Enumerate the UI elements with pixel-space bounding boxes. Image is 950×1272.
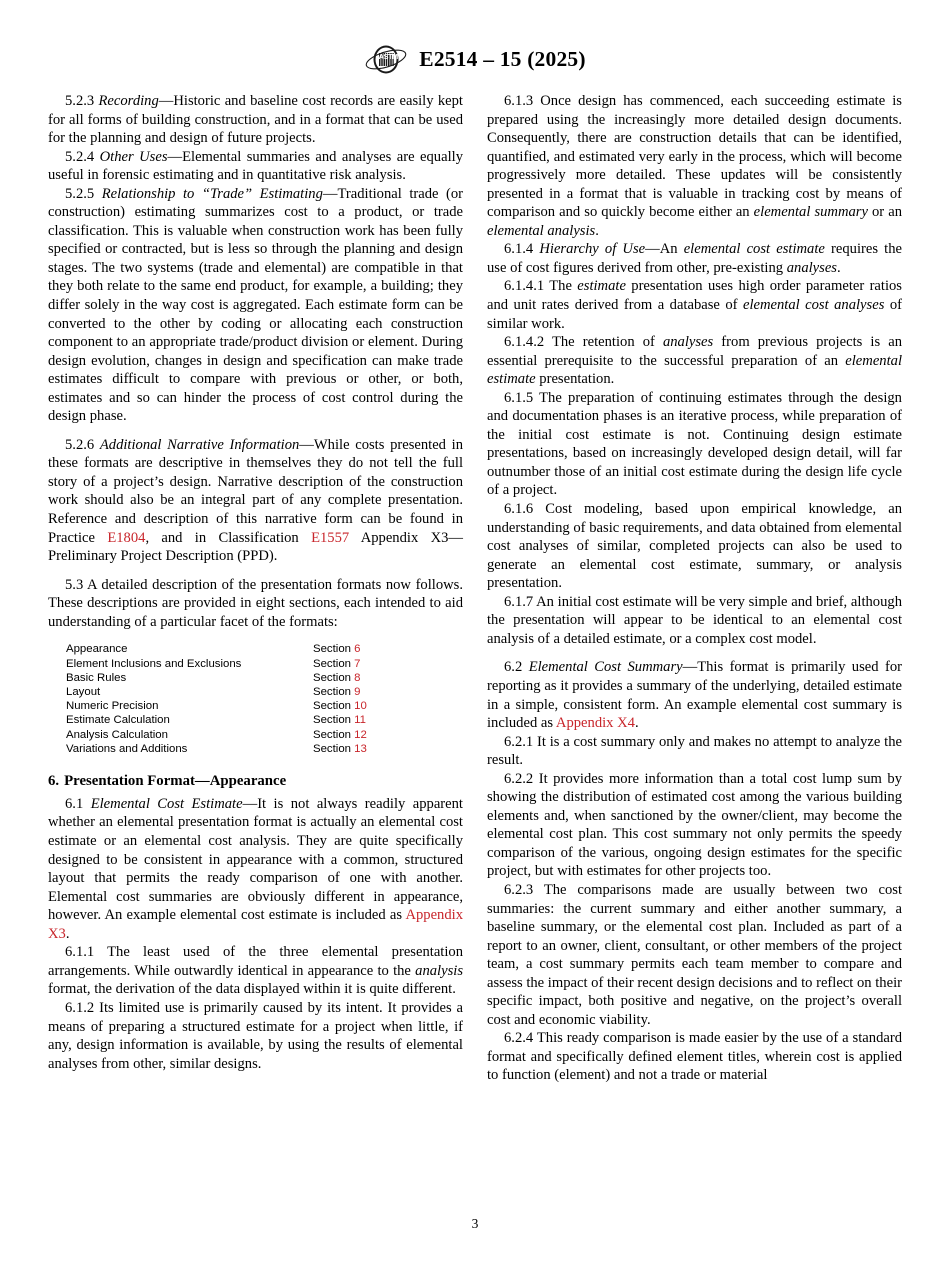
section-label: Numeric Precision (66, 700, 159, 713)
right-column (487, 92, 902, 1085)
astm-logo-icon (364, 44, 408, 75)
paragraph-6-1-4 (487, 240, 902, 277)
em-dash: — (322, 185, 338, 202)
para-body: requires the use of cost figures derived from other, pre-existing (487, 241, 902, 276)
para-body: . (595, 222, 599, 239)
para-term: Recording (98, 93, 159, 109)
para-number: 6.1.6 (504, 501, 534, 518)
em-dash: — (242, 795, 258, 812)
paragraph-6-1-5 (487, 389, 902, 500)
table-row (48, 713, 463, 727)
section-label: Element Inclusions and Exclusions (66, 657, 242, 670)
para-italic: elemental cost estimate (683, 241, 825, 258)
para-body: . (836, 259, 841, 276)
paragraph-6-1-1 (48, 943, 463, 999)
para-number: 6.1.5 (504, 389, 534, 406)
para-term: Elemental Cost Estimate (90, 795, 243, 812)
para-body: Appendix X3—Preliminary Project Description (PPD). (48, 529, 463, 565)
para-number: 6.1.2 (65, 999, 95, 1016)
section-word: Section (313, 685, 351, 698)
para-body: While costs presented in these formats are descriptive in themselves they do not tell the full story of a project’s design. Narrative description of the construction work should also be an integral part of any complete presentation. Reference and description of this narrative form can be found in Practice (48, 436, 463, 546)
section-number[interactable]: 12 (354, 728, 367, 741)
section-reference[interactable] (307, 728, 463, 742)
paragraph-6-1-4-1 (487, 277, 902, 333)
para-body: of similar work. (487, 297, 903, 332)
para-body: It provides more information than a total cost lump sum by showing the distribution of estimated cost among the various building elements and, when sanctioned by the owner/client, may become the elemental cost plan. This cost summary not only permits the speedy comparison of the various, ongoing design estimates for the specific project, but with estimates for other projects too. (487, 770, 902, 880)
em-dash: — (645, 241, 660, 258)
para-number: 6.1.4.2 (504, 334, 545, 351)
para-body: The least used of the three elemental presentation arrangements. While outwardly identical in appearance to the (48, 944, 463, 979)
para-body: presentation uses high order parameter ratios and unit rates derived from a database of (487, 278, 902, 314)
standard-designation: E2514 – 15 (2025) (419, 47, 586, 71)
para-number: 6.1.4 (504, 241, 534, 258)
left-column (48, 92, 463, 1085)
svg-text:A: A (378, 52, 385, 61)
section-reference[interactable] (307, 685, 463, 699)
section-label: Analysis Calculation (66, 728, 168, 741)
para-number: 6.1.7 (504, 593, 534, 610)
para-number: 6.2.3 (504, 881, 534, 898)
section-label: Basic Rules (66, 671, 127, 684)
section-reference-rows (48, 642, 463, 756)
section-word: Section (313, 728, 351, 741)
section-label: Layout (66, 685, 101, 698)
section-number[interactable]: 9 (354, 685, 361, 698)
svg-text:M: M (392, 52, 399, 61)
svg-text:T: T (388, 52, 393, 61)
heading-title: Presentation Format—Appearance (64, 772, 287, 789)
paragraph-6-1 (48, 795, 463, 943)
para-number: 6.1 (65, 795, 84, 812)
para-number: 5.2.4 (65, 148, 95, 165)
para-body: presentation. (535, 371, 615, 388)
para-number: 6.1.1 (65, 944, 95, 961)
section-reference[interactable] (307, 671, 463, 685)
para-number: 6.1.4.1 (504, 278, 545, 295)
paragraph-6-2-2 (487, 770, 902, 881)
link-appendix-x3[interactable]: Appendix X3 (48, 907, 463, 942)
section-word: Section (313, 714, 351, 727)
section-reference[interactable] (307, 713, 463, 727)
para-number: 5.2.3 (65, 93, 95, 109)
para-body: The comparisons made are usually between two cost summaries: the current summary and either another summary, a baseline summary, or the elemental cost plan. Included as part of a report to an owner, client, consultant, or other members of the project team, a cost summary permits each team member to compare and assess the impact of their recent design decisions and to reflect on their specific impact, both positive and negative, on the project’s overall cost and economic viability. (487, 881, 902, 1028)
section-number[interactable]: 11 (354, 714, 366, 727)
paragraph-6-1-7 (487, 593, 902, 649)
section-number[interactable]: 13 (354, 742, 367, 755)
table-row (48, 685, 463, 699)
paragraph-6-1-3 (487, 92, 902, 240)
section-number[interactable]: 7 (354, 657, 361, 670)
para-body: A detailed description of the presentation formats now follows. These descriptions are provided in eight sections, each intended to aid understanding of a particular facet of the formats: (48, 576, 463, 630)
para-italic: analysis (415, 962, 463, 979)
table-row (48, 642, 463, 656)
table-row (48, 742, 463, 756)
para-body: Cost modeling, based upon empirical knowledge, an understanding of basic requirements, and data obtained from elemental cost analyses of similar, completed projects can also be used to generate an elemental cost estimate, summary, or analysis presentation. (487, 501, 902, 592)
paragraph-6-2-3 (487, 881, 902, 1029)
paragraph-6-2 (487, 658, 902, 732)
para-body: It is a cost summary only and makes no attempt to analyze the result. (487, 733, 902, 769)
para-body: from previous projects is an essential prerequisite to the successful preparation of an (487, 334, 902, 369)
para-body: , and in Classification (145, 529, 312, 546)
paragraph-6-1-6 (487, 500, 902, 593)
two-column-body (48, 92, 902, 1085)
para-body: Traditional trade (or construction) estimating summarizes cost to a product, or trade classification. This is valuable when construction work has been fully specified or contracted, but is less so through the planning and design stages. The two systems (trade and elemental) are compatible in that they both relate to the same end product, for example, a building; they differ solely in the way cost is aggregated. Each estimate form can be converted to the other by coding or allocating each construction component to an appropriate trade/product division or element. During design evolution, changes in design and specification can make trade estimates difficult to compare with previous or other, or both, estimates and so can hinder the process of cost control during the design phase. (48, 185, 464, 425)
paragraph-6-1-4-2 (487, 333, 902, 389)
para-italic: analyses (662, 334, 714, 351)
table-row (48, 728, 463, 742)
section-reference[interactable] (307, 642, 463, 656)
para-term: Other Uses (99, 148, 168, 165)
section-reference[interactable] (307, 742, 463, 756)
heading-section-6 (48, 772, 463, 791)
svg-text:S: S (383, 52, 389, 61)
em-dash: — (167, 148, 183, 165)
para-body: Its limited use is primarily caused by its intent. It provides a means of preparing a structured estimate for a project when little, if any, design information is available, by using the results of elemental analyses from other, similar designs. (48, 999, 464, 1072)
para-number: 6.2.2 (504, 770, 534, 787)
para-number: 5.2.5 (65, 185, 95, 202)
table-row (48, 699, 463, 713)
paragraph-6-2-4 (487, 1029, 902, 1085)
para-number: 5.2.6 (65, 436, 95, 453)
section-label: Variations and Additions (66, 742, 188, 755)
para-italic: analyses (786, 259, 837, 276)
paragraph-6-2-1 (487, 733, 902, 770)
section-word: Section (313, 671, 351, 684)
para-term: Additional Narrative Information (99, 436, 300, 453)
para-body: . (65, 925, 70, 942)
para-italic: elemental summary (753, 204, 868, 221)
section-reference[interactable] (307, 699, 463, 713)
para-body: An (659, 241, 684, 258)
para-body: format, the derivation of the data displayed within it is quite different. (48, 981, 456, 998)
para-term: Relationship to “Trade” Estimating (101, 185, 323, 202)
paragraph-5-2-3 (48, 92, 463, 148)
section-label: Estimate Calculation (66, 714, 170, 727)
section-reference[interactable] (307, 657, 463, 671)
para-body: Once design has commenced, each succeeding estimate is prepared using the increasingly more detailed design documents. Consequently, there are construction details that can be identified, quantified, and estimated very early in the process, which will become progressively more detailed. These updates will be consistently presented in a format that is valuable in tracking cost by means of comparison and so quickly become either an (487, 93, 902, 221)
em-dash: — (682, 659, 698, 676)
para-body: The preparation of continuing estimates through the design and documentation phases is an iterative process, while preparation of the initial cost estimate is not. Continuing design estimate presentations, based on increasingly developed design detail, will far outnumber those of an initial cost estimate during the design life cycle of a project. (487, 389, 902, 499)
section-word: Section (313, 643, 351, 656)
para-body: An initial cost estimate will be very simple and brief, although the presentation will appear to be identical to an elemental cost analysis of a detailed estimate, or a complex cost model. (487, 593, 902, 647)
paragraph-5-2-5 (48, 185, 463, 426)
link-appendix-x4[interactable]: Appendix X4 (555, 715, 635, 732)
para-number: 5.3 (65, 576, 84, 593)
para-body: This ready comparison is made easier by the use of a standard format and specifically defined element titles, wherein cost is applied to function (element) and not a trade or material (487, 1030, 902, 1084)
paragraph-5-2-4 (48, 148, 463, 185)
para-body: Elemental summaries and analyses are equally useful in forensic estimating and in quantitative risk analysis. (48, 148, 463, 184)
em-dash: — (158, 93, 174, 109)
paragraph-5-2-6 (48, 436, 463, 566)
para-body: The (549, 278, 578, 295)
section-word: Section (313, 700, 351, 713)
section-number[interactable]: 10 (354, 700, 367, 713)
para-number: 6.2.4 (504, 1030, 534, 1047)
section-number[interactable]: 8 (354, 671, 361, 684)
link-e1557[interactable]: E1557 (311, 529, 350, 546)
para-body: It is not always readily apparent whether an elemental presentation format is actually an elemental cost estimate or an elemental cost analysis. They are quite specifically designed to be consistent in appearance with a common, structured layout that permits the ready comparison of one with another. Elemental cost summaries are obviously different in appearance, however. An example elemental cost estimate is included as (48, 795, 463, 924)
paragraph-5-3 (48, 576, 463, 632)
para-body: This format is primarily used for reporting as it provides a summary of the underlying, detailed estimate in a simple, consistent form. An example elemental cost summary is included as (487, 659, 902, 732)
para-italic: elemental analysis (487, 222, 596, 239)
section-number[interactable]: 6 (354, 643, 361, 656)
para-number: 6.2 (504, 659, 523, 676)
page-number: 3 (471, 1216, 479, 1231)
section-reference-table (48, 642, 463, 756)
table-row (48, 671, 463, 685)
para-italic: estimate (577, 278, 626, 295)
para-term: Hierarchy of Use (539, 241, 646, 258)
para-body: The retention of (551, 334, 663, 351)
para-term: Elemental Cost Summary (528, 659, 683, 676)
link-e1804[interactable]: E1804 (107, 529, 146, 546)
section-word: Section (313, 742, 351, 755)
section-label: Appearance (66, 643, 128, 656)
para-body: or an (867, 204, 902, 221)
table-row (48, 657, 463, 671)
para-body: . (634, 715, 639, 732)
para-italic: elemental estimate (487, 352, 902, 388)
page-header (0, 44, 950, 75)
para-number: 6.1.3 (504, 93, 534, 109)
para-body: Historic and baseline cost records are easily kept for all forms of building construction, and in a format that can be used for the planning and design of future projects. (48, 93, 463, 147)
heading-number: 6. (48, 772, 60, 789)
paragraph-6-1-2 (48, 999, 463, 1073)
em-dash: — (299, 436, 314, 453)
para-italic: elemental cost analyses (742, 297, 885, 314)
para-number: 6.2.1 (504, 733, 534, 750)
section-word: Section (313, 657, 351, 670)
